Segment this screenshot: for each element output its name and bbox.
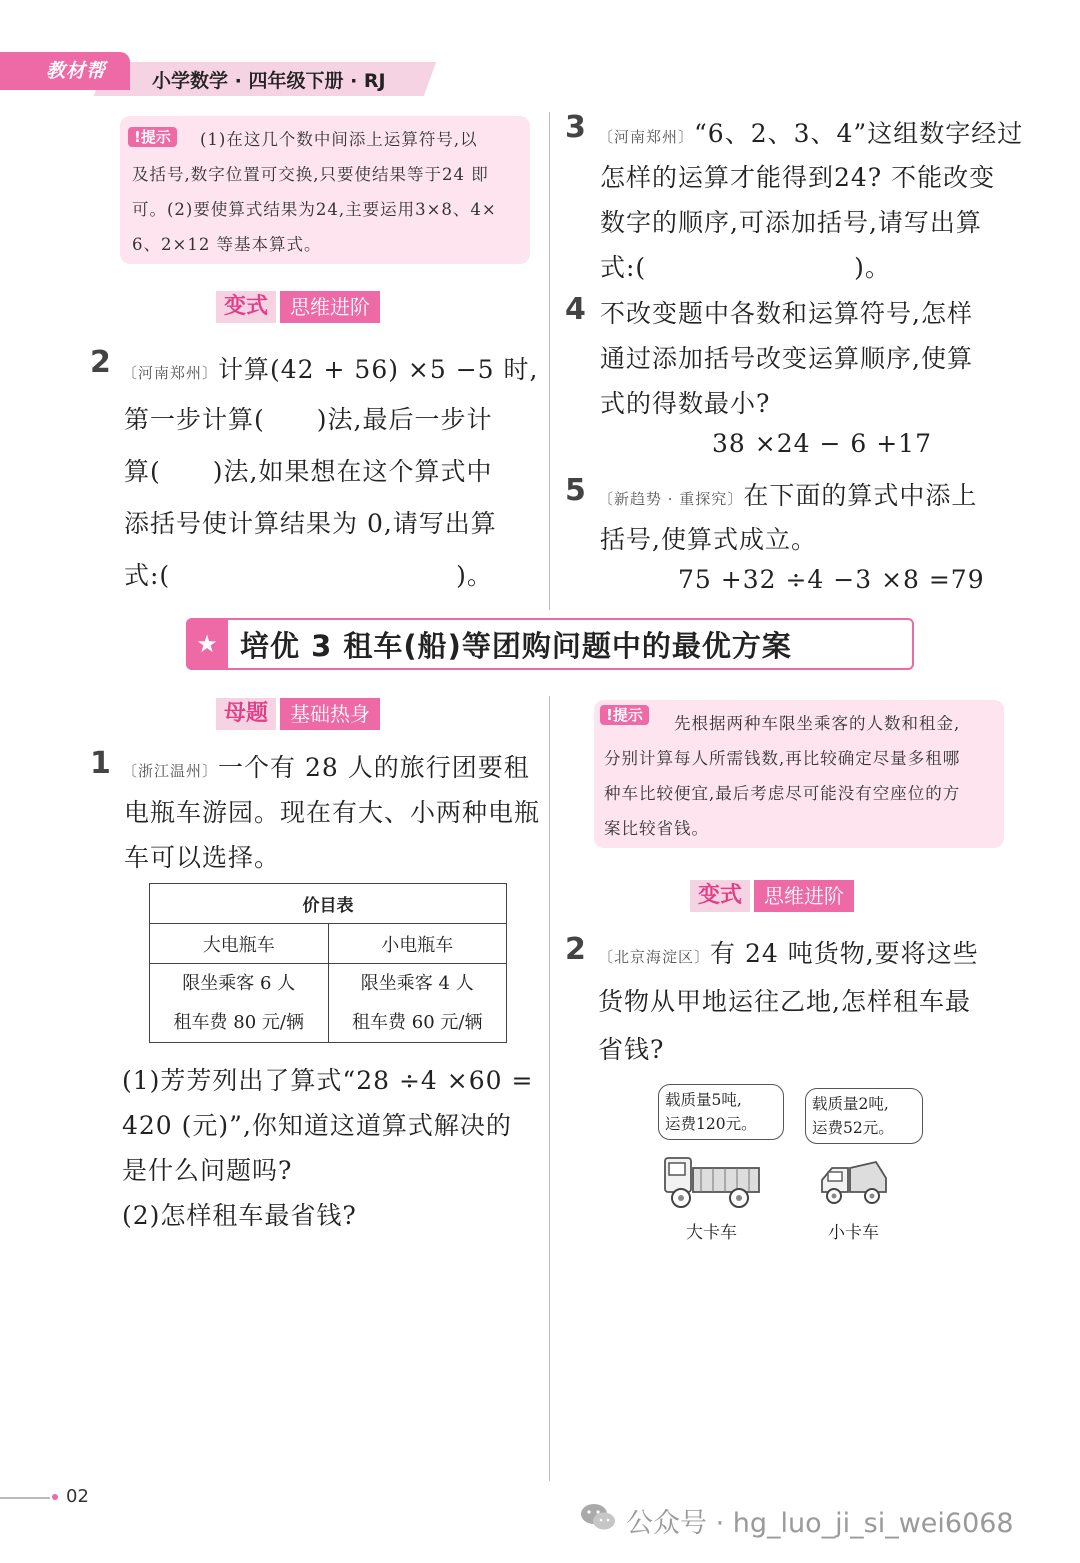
cell-line: 租车费 60 元/辆 <box>352 1012 483 1033</box>
badge-main: 变式 <box>216 291 276 323</box>
formula: 75 +32 ÷4 −3 ×8 =79 <box>678 565 985 594</box>
question-line: 数字的顺序,可添加括号,请写出算 <box>600 208 982 237</box>
section-badge <box>216 698 380 730</box>
small-truck-bubble <box>805 1088 923 1144</box>
hint-line: (1)在这几个数中间添上运算符号,以 <box>200 130 478 149</box>
wechat-icon <box>580 1502 616 1532</box>
question-line: 车可以选择。 <box>124 843 281 872</box>
problem-1 <box>122 748 530 784</box>
hint-line: 种车比较便宜,最后考虑尽可能没有空座位的方 <box>604 784 961 803</box>
footer-dot <box>52 1494 58 1500</box>
big-truck-bubble <box>658 1084 784 1140</box>
table-cell <box>328 964 507 1043</box>
hint-line: 可。(2)要使算式结果为24,主要运用3×8、4× <box>132 200 497 219</box>
watermark: 公众号 · hg_luo_ji_si_wei6068 <box>626 1508 1014 1539</box>
question-number: 2 <box>565 932 586 967</box>
question-source: 〔河南郑州〕 <box>598 128 695 146</box>
alert-icon: ! <box>134 128 141 146</box>
sub-question-line: (2)怎样租车最省钱? <box>122 1201 357 1230</box>
question-line: 怎样的运算才能得到24? 不能改变 <box>600 163 996 192</box>
question-line: 添括号使计算结果为 0,请写出算 <box>124 509 497 538</box>
answer-blank-line: 式:( )。 <box>600 253 891 282</box>
table-header: 小电瓶车 <box>328 924 507 964</box>
badge-sub: 思维进阶 <box>754 880 854 912</box>
star-icon: ★ <box>186 618 228 670</box>
question-3 <box>598 114 1023 150</box>
column-divider <box>549 112 550 610</box>
hint-line: 先根据两种车限坐乘客的人数和租金, <box>674 714 961 733</box>
question-line: 有 24 吨货物,要将这些 <box>710 939 979 968</box>
formula: 38 ×24 − 6 +17 <box>712 429 932 458</box>
question-line: 式的得数最小? <box>600 389 771 418</box>
hint-box <box>594 700 1004 848</box>
column-divider-lower <box>549 696 550 1481</box>
hint-box <box>120 116 530 264</box>
badge-sub: 基础热身 <box>280 698 380 730</box>
price-table <box>149 883 507 1043</box>
table-header: 大电瓶车 <box>150 924 329 964</box>
cell-line: 限坐乘客 6 人 <box>182 973 296 994</box>
badge-main: 变式 <box>690 880 750 912</box>
question-number: 3 <box>565 110 586 145</box>
badge-sub: 思维进阶 <box>280 291 380 323</box>
truck-label: 小卡车 <box>828 1223 879 1243</box>
section-badge <box>690 880 854 912</box>
question-source: 〔北京海淀区〕 <box>598 948 711 966</box>
question-source: 〔浙江温州〕 <box>122 762 219 780</box>
sub-question-line: 是什么问题吗? <box>122 1156 293 1185</box>
hint-tag: !提示 <box>128 127 177 147</box>
hint-line: 及括号,数字位置可交换,只要使结果等于24 即 <box>132 165 489 184</box>
question-number: 4 <box>565 292 586 327</box>
table-caption: 价目表 <box>150 884 507 924</box>
sub-question-line: (1)芳芳列出了算式“28 ÷4 ×60 = <box>122 1066 534 1095</box>
question-number: 1 <box>90 746 111 781</box>
section-badge <box>216 291 380 323</box>
bubble-line: 载质量2吨, <box>812 1095 889 1113</box>
question-line: 括号,使算式成立。 <box>600 525 817 554</box>
brand-name: 教材帮 <box>46 60 107 82</box>
question-line: 一个有 28 人的旅行团要租 <box>218 753 530 782</box>
question-line: 不改变题中各数和运算符号,怎样 <box>600 299 973 328</box>
question-2 <box>122 350 538 386</box>
book-title: 小学数学 · 四年级下册 · RJ <box>152 70 386 92</box>
hint-tag: !提示 <box>600 705 649 725</box>
bubble-line: 运费52元。 <box>812 1119 894 1137</box>
hint-line: 6、2×12 等基本算式。 <box>132 235 322 254</box>
question-number: 5 <box>565 473 586 508</box>
question-5 <box>598 476 977 512</box>
question-line: 计算(42 + 56) ×5 −5 时, <box>218 355 539 384</box>
question-line: 在下面的算式中添上 <box>743 481 978 510</box>
problem-2 <box>598 934 979 970</box>
question-line: “6、2、3、4”这组数字经过 <box>694 119 1024 148</box>
sub-question-line: 420 (元)”,你知道这道算式解决的 <box>122 1111 512 1140</box>
question-line: 省钱? <box>598 1035 665 1064</box>
question-line: 第一步计算( )法,最后一步计 <box>124 405 493 434</box>
bubble-line: 运费120元。 <box>665 1115 757 1133</box>
question-line: 电瓶车游园。现在有大、小两种电瓶 <box>124 798 541 827</box>
section-title: 培优 3 租车(船)等团购问题中的最优方案 <box>240 629 792 663</box>
small-truck-icon <box>818 1158 890 1210</box>
question-source: 〔河南郑州〕 <box>122 364 219 382</box>
badge-main: 母题 <box>216 698 276 730</box>
big-truck-icon <box>663 1148 763 1212</box>
question-line: 算( )法,如果想在这个算式中 <box>124 457 493 486</box>
question-line: 货物从甲地运往乙地,怎样租车最 <box>598 987 971 1016</box>
cell-line: 限坐乘客 4 人 <box>360 973 474 994</box>
question-number: 2 <box>90 345 111 380</box>
page-number: 02 <box>66 1486 89 1507</box>
question-source: 〔新趋势 · 重探究〕 <box>598 490 744 508</box>
hint-line: 案比较省钱。 <box>604 819 709 838</box>
hint-line: 分别计算每人所需钱数,再比较确定尽量多租哪 <box>604 749 961 768</box>
footer-rule <box>0 1497 50 1499</box>
answer-blank-line: 式:( )。 <box>124 561 493 590</box>
bubble-line: 载质量5吨, <box>665 1091 742 1109</box>
question-line: 通过添加括号改变运算顺序,使算 <box>600 344 973 373</box>
truck-label: 大卡车 <box>686 1223 737 1243</box>
table-cell <box>150 964 329 1043</box>
cell-line: 租车费 80 元/辆 <box>173 1012 304 1033</box>
alert-icon: ! <box>606 706 613 724</box>
